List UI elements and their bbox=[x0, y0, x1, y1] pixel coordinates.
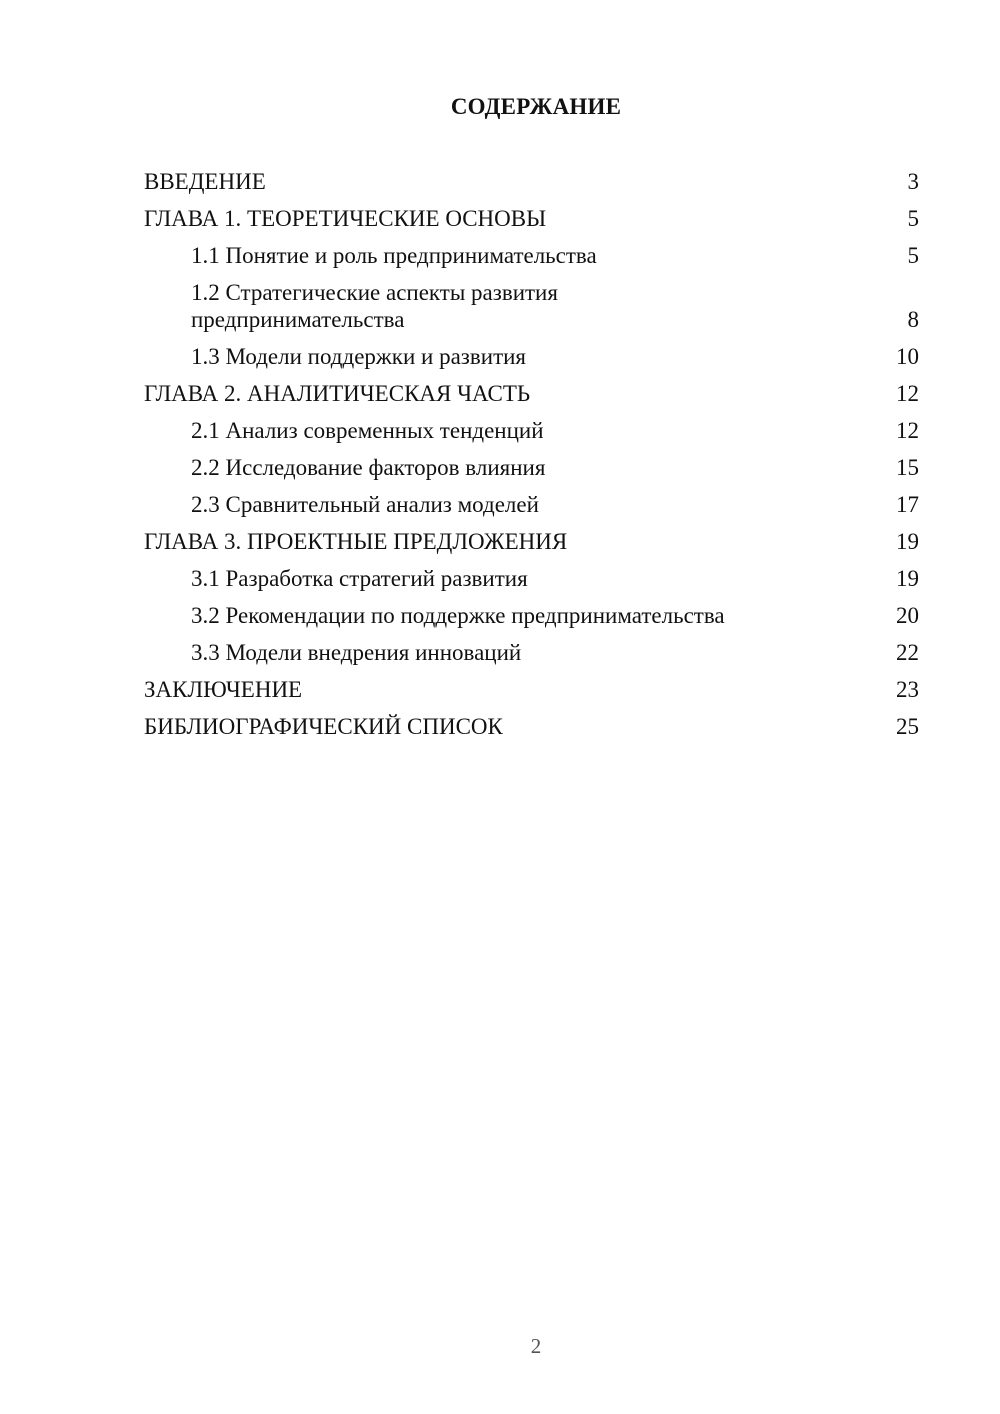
toc-entry-page: 10 bbox=[896, 344, 919, 369]
toc-entry-label: ВВЕДЕНИЕ bbox=[144, 169, 266, 194]
toc-entry-chapter-1[interactable] bbox=[144, 205, 919, 242]
toc-entry-label: 2.1 Анализ современных тенденций bbox=[191, 418, 544, 443]
toc-entry-page: 3 bbox=[907, 169, 919, 194]
toc-entry-introduction[interactable] bbox=[144, 168, 919, 205]
toc-entry-page: 15 bbox=[896, 455, 919, 480]
page-title: СОДЕРЖАНИЕ bbox=[450, 94, 622, 119]
toc-entry-conclusion[interactable] bbox=[144, 676, 919, 713]
toc-entry-bibliography[interactable] bbox=[144, 713, 919, 750]
toc-entry-page: 22 bbox=[896, 640, 919, 665]
toc-entry-page: 23 bbox=[896, 677, 919, 702]
toc-entry-page: 19 bbox=[896, 529, 919, 554]
toc-entry-page: 17 bbox=[896, 492, 919, 517]
toc-entry-page: 12 bbox=[896, 381, 919, 406]
toc-entry-label: 1.1 Понятие и роль предпринимательства bbox=[191, 243, 597, 268]
toc-entry-page: 25 bbox=[896, 714, 919, 739]
toc-entry-label: 2.2 Исследование факторов влияния bbox=[191, 455, 546, 480]
toc-entry-page: 5 bbox=[907, 243, 919, 268]
toc-entry-label: 1.3 Модели поддержки и развития bbox=[191, 344, 527, 369]
toc-entry-page: 5 bbox=[907, 206, 919, 231]
toc-entry-chapter-3[interactable] bbox=[144, 528, 919, 565]
toc-entry-section-1-3[interactable] bbox=[144, 343, 919, 380]
toc-entry-label: БИБЛИОГРАФИЧЕСКИЙ СПИСОК bbox=[144, 714, 503, 739]
toc-entry-label: ГЛАВА 2. АНАЛИТИЧЕСКАЯ ЧАСТЬ bbox=[144, 381, 531, 406]
page-number: 2 bbox=[530, 1334, 542, 1358]
toc-entry-label: 3.3 Модели внедрения инноваций bbox=[191, 640, 522, 665]
toc-entry-section-3-2[interactable] bbox=[144, 602, 919, 639]
toc-entry-section-3-3[interactable] bbox=[144, 639, 919, 676]
toc-entry-section-2-1[interactable] bbox=[144, 417, 919, 454]
toc-entry-section-2-3[interactable] bbox=[144, 491, 919, 528]
toc-entry-label: ГЛАВА 1. ТЕОРЕТИЧЕСКИЕ ОСНОВЫ bbox=[144, 206, 547, 231]
toc-entry-label: ГЛАВА 3. ПРОЕКТНЫЕ ПРЕДЛОЖЕНИЯ bbox=[144, 529, 568, 554]
toc-entry-section-3-1[interactable] bbox=[144, 565, 919, 602]
toc-entry-page: 12 bbox=[896, 418, 919, 443]
toc-entry-label: 2.3 Сравнительный анализ моделей bbox=[191, 492, 539, 517]
toc-entry-chapter-2[interactable] bbox=[144, 380, 919, 417]
toc-entry-section-1-2[interactable] bbox=[144, 279, 919, 343]
toc-entry-label: 1.2 Стратегические аспекты развития предпринимательства bbox=[191, 280, 558, 332]
table-of-contents bbox=[144, 168, 919, 750]
toc-entry-label: ЗАКЛЮЧЕНИЕ bbox=[144, 677, 303, 702]
toc-entry-section-1-1[interactable] bbox=[144, 242, 919, 279]
toc-entry-page: 19 bbox=[896, 566, 919, 591]
toc-entry-label: 3.2 Рекомендации по поддержке предпринимательства bbox=[191, 603, 725, 628]
toc-entry-label: 3.1 Разработка стратегий развития bbox=[191, 566, 528, 591]
toc-entry-page: 8 bbox=[907, 307, 919, 332]
toc-entry-section-2-2[interactable] bbox=[144, 454, 919, 491]
toc-entry-page: 20 bbox=[896, 603, 919, 628]
